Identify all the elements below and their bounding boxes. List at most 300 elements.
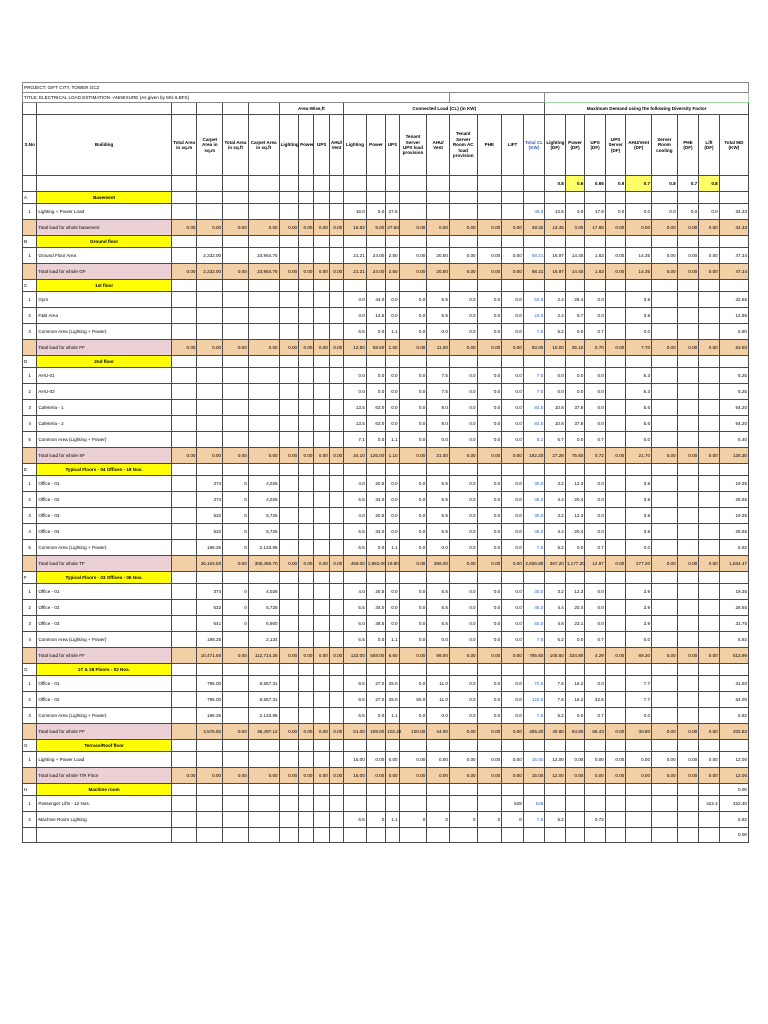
value-cell: 20.5 xyxy=(366,508,386,524)
empty-cell xyxy=(386,192,399,204)
section-header-row xyxy=(23,664,749,676)
value-cell: 0 xyxy=(223,524,249,540)
value-cell: 0.00 xyxy=(279,340,299,356)
value-cell: 0.0 xyxy=(477,416,502,432)
value-cell: 3.9 xyxy=(626,292,652,308)
row-label: Lighting + Power Load xyxy=(37,752,171,768)
value-cell: 5,726 xyxy=(248,508,279,524)
value-cell: 0.0 xyxy=(565,708,585,724)
empty-cell xyxy=(366,740,386,752)
value-cell: 0.00 xyxy=(605,556,626,572)
section-header-row xyxy=(23,740,749,752)
value-cell: 49.32 xyxy=(523,220,545,236)
value-cell: 0.0 xyxy=(399,476,427,492)
value-cell: 47.34 xyxy=(719,248,748,264)
empty-cell xyxy=(366,796,386,812)
value-cell: 0.0 xyxy=(399,492,427,508)
value-cell: 31.75 xyxy=(719,616,748,632)
value-cell: 0.00 xyxy=(399,648,427,664)
empty-cell xyxy=(197,664,223,676)
empty-cell xyxy=(477,280,502,292)
empty-cell xyxy=(565,236,585,248)
value-cell: 0.0 xyxy=(366,632,386,648)
value-cell: 0.00 xyxy=(279,264,299,280)
value-cell: 1,177.20 xyxy=(565,556,585,572)
serial-number xyxy=(23,828,37,843)
empty-cell xyxy=(605,324,626,340)
empty-cell xyxy=(223,812,249,828)
serial-number xyxy=(23,340,37,356)
section-header-row xyxy=(23,192,749,204)
empty-cell xyxy=(299,236,314,248)
value-cell: 0.00 xyxy=(427,752,450,768)
empty-cell xyxy=(299,676,314,692)
empty-cell xyxy=(699,692,720,708)
empty-cell xyxy=(523,828,545,843)
empty-cell xyxy=(223,632,249,648)
empty-cell xyxy=(699,476,720,492)
value-cell: 2.4 xyxy=(545,292,566,308)
column-header: Tenant Server Room AC load provision xyxy=(449,115,477,176)
empty-cell xyxy=(223,384,249,400)
empty-cell xyxy=(719,740,748,752)
empty-cell xyxy=(171,476,197,492)
empty-cell xyxy=(223,400,249,416)
empty-cell xyxy=(605,796,626,812)
value-cell: 7.70 xyxy=(626,340,652,356)
empty-cell xyxy=(366,464,386,476)
value-cell: 374 xyxy=(197,492,223,508)
empty-cell xyxy=(314,740,329,752)
empty-cell xyxy=(719,236,748,248)
value-cell: 0.0 xyxy=(386,492,399,508)
value-cell: 459.00 xyxy=(344,556,367,572)
empty-cell xyxy=(329,676,343,692)
empty-cell xyxy=(314,540,329,556)
empty-cell xyxy=(545,828,566,843)
empty-cell xyxy=(279,740,299,752)
value-cell: 0.0 xyxy=(399,308,427,324)
table-row xyxy=(23,324,749,340)
value-cell: 0.0 xyxy=(477,324,502,340)
empty-cell xyxy=(652,664,678,676)
empty-cell xyxy=(344,280,367,292)
table-row xyxy=(23,600,749,616)
value-cell: 0.00 xyxy=(605,220,626,236)
value-cell: 0.00 xyxy=(699,220,720,236)
empty-cell xyxy=(279,248,299,264)
value-cell: 3.9 xyxy=(626,524,652,540)
column-header: Lighting (DF) xyxy=(545,115,566,176)
project-row xyxy=(23,83,749,93)
value-cell: 5,726 xyxy=(248,524,279,540)
value-cell: 0.00 xyxy=(502,724,524,740)
value-cell: 0.0 xyxy=(652,204,678,220)
empty-cell xyxy=(477,176,502,192)
value-cell: 15.00 xyxy=(523,752,545,768)
value-cell: 0.0 xyxy=(449,492,477,508)
empty-cell xyxy=(386,740,399,752)
value-cell: 5.3 xyxy=(626,384,652,400)
value-cell: 0.00 xyxy=(449,724,477,740)
value-cell: 0.00 xyxy=(605,248,626,264)
total-row xyxy=(23,340,749,356)
value-cell: 0.00 xyxy=(677,648,699,664)
value-cell: 0.00 xyxy=(719,828,748,843)
section-id: G xyxy=(23,664,37,676)
empty-cell xyxy=(699,616,720,632)
empty-cell xyxy=(502,204,524,220)
value-cell: 0.00 xyxy=(366,752,386,768)
value-cell: 83.00 xyxy=(523,340,545,356)
column-header: AHU/Vent (DF) xyxy=(626,115,652,176)
serial-number: 1 xyxy=(23,476,37,492)
value-cell: 558.00 xyxy=(366,648,386,664)
value-cell: 0.00 xyxy=(699,768,720,784)
value-cell: 0.00 xyxy=(605,768,626,784)
value-cell: 23,964.75 xyxy=(248,264,279,280)
empty-cell xyxy=(605,664,626,676)
value-cell: 0.00 xyxy=(329,340,343,356)
value-cell: 0.00 xyxy=(699,752,720,768)
value-cell: 3.9 xyxy=(626,616,652,632)
empty-cell xyxy=(171,584,197,600)
value-cell: 0.00 xyxy=(314,264,329,280)
empty-cell xyxy=(329,416,343,432)
value-cell: 0.00 xyxy=(223,340,249,356)
empty-cell xyxy=(279,176,299,192)
value-cell: 192.20 xyxy=(523,448,545,464)
value-cell: 1.10 xyxy=(386,448,399,464)
serial-number xyxy=(23,768,37,784)
value-cell: 0.00 xyxy=(677,448,699,464)
empty-cell xyxy=(299,708,314,724)
value-cell: 84.5 xyxy=(523,400,545,416)
empty-cell xyxy=(223,236,249,248)
total-row xyxy=(23,556,749,572)
value-cell: 16.0 xyxy=(344,204,367,220)
empty-cell xyxy=(565,796,585,812)
empty-cell xyxy=(299,692,314,708)
serial-number: 2 xyxy=(23,384,37,400)
total-row xyxy=(23,264,749,280)
diversity-factor-cell: 0.9 xyxy=(605,176,626,192)
value-cell: 0.0 xyxy=(449,476,477,492)
value-cell: 14.35 xyxy=(626,248,652,264)
value-cell: 0.00 xyxy=(449,248,477,264)
value-cell: 0.0 xyxy=(449,540,477,556)
value-cell: 5.92 xyxy=(719,540,748,556)
empty-cell xyxy=(366,784,386,796)
value-cell: 0.0 xyxy=(585,292,606,308)
empty-cell xyxy=(329,784,343,796)
row-label: Common Area (Lighting + Power) xyxy=(37,632,171,648)
empty-cell xyxy=(314,524,329,540)
empty-cell xyxy=(477,796,502,812)
empty-cell xyxy=(171,280,197,292)
value-cell: 21.21 xyxy=(344,264,367,280)
value-cell: 9.5 xyxy=(344,676,367,692)
empty-cell xyxy=(223,416,249,432)
value-cell: 0.00 xyxy=(699,264,720,280)
value-cell: 0.0 xyxy=(626,540,652,556)
value-cell: 0.00 xyxy=(248,220,279,236)
empty-cell xyxy=(605,236,626,248)
value-cell: 0.00 xyxy=(585,768,606,784)
empty-cell xyxy=(344,664,367,676)
value-cell: 36,104.50 xyxy=(197,556,223,572)
value-cell: 0.0 xyxy=(386,416,399,432)
empty-cell xyxy=(605,828,626,843)
empty-cell xyxy=(677,632,699,648)
value-cell: 31.50 xyxy=(719,676,748,692)
empty-cell xyxy=(605,708,626,724)
value-cell: 0.0 xyxy=(585,584,606,600)
value-cell: 34.0 xyxy=(366,600,386,616)
serial-number: 3 xyxy=(23,708,37,724)
value-cell: 0.0 xyxy=(477,508,502,524)
value-cell: 4.29 xyxy=(585,648,606,664)
column-header: Lighting xyxy=(344,115,367,176)
value-cell: 0.0 xyxy=(502,492,524,508)
serial-number: 1 xyxy=(23,368,37,384)
empty-cell xyxy=(626,784,652,796)
value-cell: 0.00 xyxy=(329,220,343,236)
empty-cell xyxy=(248,204,279,220)
value-cell: 0.0 xyxy=(399,416,427,432)
empty-cell xyxy=(585,236,606,248)
value-cell: 0.0 xyxy=(585,616,606,632)
column-header: Total Area in sq.m xyxy=(171,115,197,176)
value-cell: 0.0 xyxy=(565,384,585,400)
value-cell: 0.0 xyxy=(386,368,399,384)
value-cell: 0.0 xyxy=(344,384,367,400)
empty-cell xyxy=(344,796,367,812)
empty-cell xyxy=(699,740,720,752)
value-cell: 0.0 xyxy=(585,368,606,384)
empty-cell xyxy=(366,280,386,292)
empty-cell xyxy=(477,236,502,248)
empty-cell xyxy=(626,280,652,292)
load-estimation-table xyxy=(22,82,749,843)
value-cell: 6,900 xyxy=(248,616,279,632)
value-cell: 50.0 xyxy=(399,692,427,708)
empty-cell xyxy=(248,828,279,843)
value-cell: 11.0 xyxy=(427,692,450,708)
empty-cell xyxy=(299,828,314,843)
value-cell: 0.0 xyxy=(565,540,585,556)
empty-cell xyxy=(197,464,223,476)
empty-cell xyxy=(171,308,197,324)
value-cell: 5.5 xyxy=(427,616,450,632)
row-label: Machine Room Lighting xyxy=(37,812,171,828)
empty-cell xyxy=(279,492,299,508)
empty-cell xyxy=(626,192,652,204)
row-label: Lighting + Power Load xyxy=(37,204,171,220)
empty-cell xyxy=(399,356,427,368)
empty-cell xyxy=(314,308,329,324)
value-cell: 0.0 xyxy=(605,204,626,220)
value-cell: 0.0 xyxy=(585,524,606,540)
empty-cell xyxy=(545,796,566,812)
value-cell: 3.0 xyxy=(344,308,367,324)
empty-cell xyxy=(197,204,223,220)
empty-cell xyxy=(699,524,720,540)
value-cell: 422.4 xyxy=(699,796,720,812)
value-cell: 641 xyxy=(197,616,223,632)
value-cell: 122.5 xyxy=(523,692,545,708)
empty-cell xyxy=(197,192,223,204)
serial-number xyxy=(23,448,37,464)
empty-cell xyxy=(677,740,699,752)
row-label: Common Area (Lighting + Power) xyxy=(37,432,171,448)
value-cell: 0.0 xyxy=(366,432,386,448)
value-cell: 0.0 xyxy=(677,204,699,220)
empty-cell xyxy=(314,812,329,828)
value-cell: 0.00 xyxy=(386,752,399,768)
value-cell: 0.0 xyxy=(449,324,477,340)
value-cell: 14.35 xyxy=(626,264,652,280)
empty-cell xyxy=(605,464,626,476)
value-cell: 0.00 xyxy=(299,724,314,740)
empty-cell xyxy=(427,796,450,812)
value-cell: 20.4 xyxy=(565,524,585,540)
empty-cell xyxy=(652,692,678,708)
empty-cell xyxy=(565,664,585,676)
empty-cell xyxy=(329,476,343,492)
value-cell: 2.50 xyxy=(386,264,399,280)
table-row xyxy=(23,692,749,708)
value-cell: 44.00 xyxy=(427,724,450,740)
empty-cell xyxy=(223,368,249,384)
empty-cell xyxy=(248,384,279,400)
empty-cell xyxy=(652,584,678,600)
empty-cell xyxy=(171,432,197,448)
value-cell: 0.00 xyxy=(279,556,299,572)
serial-number: 1 xyxy=(23,204,37,220)
empty-cell xyxy=(279,812,299,828)
value-cell: 0.0 xyxy=(699,204,720,220)
value-cell: 32.5 xyxy=(585,692,606,708)
value-cell: 45.0 xyxy=(523,492,545,508)
connected-load-header: Connected Load (CL) (in KW) xyxy=(344,103,545,115)
value-cell: 0.0 xyxy=(399,600,427,616)
value-cell: 0.00 xyxy=(399,752,427,768)
value-cell: 0.00 xyxy=(626,752,652,768)
empty-cell xyxy=(329,308,343,324)
value-cell: 0.0 xyxy=(399,432,427,448)
empty-cell xyxy=(427,204,450,220)
row-label: Total load for whole FF xyxy=(37,648,171,664)
value-cell: 3.9 xyxy=(626,492,652,508)
value-cell: 0.0 xyxy=(449,600,477,616)
value-cell: 0.0 xyxy=(626,708,652,724)
empty-cell xyxy=(677,192,699,204)
value-cell: 84.5 xyxy=(523,416,545,432)
empty-cell xyxy=(223,280,249,292)
section-title: 27 & 28 Floors - 02 Nos. xyxy=(37,664,171,676)
value-cell: 0.00 xyxy=(314,220,329,236)
value-cell: 0.0 xyxy=(585,492,606,508)
empty-cell xyxy=(366,176,386,192)
empty-cell xyxy=(652,368,678,384)
value-cell: 0.0 xyxy=(386,384,399,400)
value-cell: 0.00 xyxy=(605,448,626,464)
value-cell: 0.00 xyxy=(329,768,343,784)
empty-cell xyxy=(197,572,223,584)
empty-cell xyxy=(299,476,314,492)
value-cell: 367.20 xyxy=(545,556,566,572)
value-cell: 0.00 xyxy=(299,648,314,664)
empty-cell xyxy=(314,796,329,812)
empty-cell xyxy=(605,492,626,508)
empty-cell xyxy=(248,368,279,384)
table-row xyxy=(23,368,749,384)
empty-cell xyxy=(197,176,223,192)
value-cell: 4,026 xyxy=(248,476,279,492)
value-cell: 0.00 xyxy=(329,556,343,572)
empty-cell xyxy=(699,676,720,692)
empty-cell xyxy=(699,368,720,384)
value-cell: 198.25 xyxy=(197,708,223,724)
empty-cell xyxy=(279,708,299,724)
empty-cell xyxy=(565,828,585,843)
empty-cell xyxy=(699,192,720,204)
empty-cell xyxy=(314,204,329,220)
diversity-factor-cell: 0.8 xyxy=(699,176,720,192)
empty-cell xyxy=(329,324,343,340)
empty-cell xyxy=(699,600,720,616)
empty-cell xyxy=(652,708,678,724)
empty-cell xyxy=(585,664,606,676)
empty-cell xyxy=(427,784,450,796)
empty-cell xyxy=(314,664,329,676)
value-cell: 1.1 xyxy=(386,708,399,724)
value-cell: 0.00 xyxy=(502,556,524,572)
value-cell: 23.0 xyxy=(523,308,545,324)
serial-number: 2 xyxy=(23,308,37,324)
value-cell: 0.0 xyxy=(477,632,502,648)
value-cell: 0.00 xyxy=(171,220,197,236)
value-cell: 4.4 xyxy=(545,492,566,508)
total-row xyxy=(23,768,749,784)
value-cell: 0.00 xyxy=(502,648,524,664)
column-header: Building xyxy=(37,115,171,176)
value-cell: 0.0 xyxy=(386,308,399,324)
empty-cell xyxy=(171,204,197,220)
empty-cell xyxy=(314,752,329,768)
empty-cell xyxy=(605,740,626,752)
value-cell: 38.5 xyxy=(366,616,386,632)
value-cell: 0.00 xyxy=(699,556,720,572)
value-cell: 11.00 xyxy=(427,340,450,356)
value-cell: 7.6 xyxy=(545,692,566,708)
value-cell: 0.0 xyxy=(366,324,386,340)
value-cell: 7.5 xyxy=(427,384,450,400)
value-cell: 0.0 xyxy=(449,432,477,448)
empty-cell xyxy=(699,572,720,584)
empty-cell xyxy=(329,248,343,264)
value-cell: 0.00 xyxy=(502,752,524,768)
value-cell: 0.00 xyxy=(477,248,502,264)
value-cell: 4,026 xyxy=(248,492,279,508)
empty-cell xyxy=(171,648,197,664)
empty-cell xyxy=(652,540,678,556)
empty-cell xyxy=(279,416,299,432)
value-cell: 0.0 xyxy=(477,540,502,556)
value-cell: 0.7 xyxy=(585,324,606,340)
value-cell: 19.35 xyxy=(719,476,748,492)
